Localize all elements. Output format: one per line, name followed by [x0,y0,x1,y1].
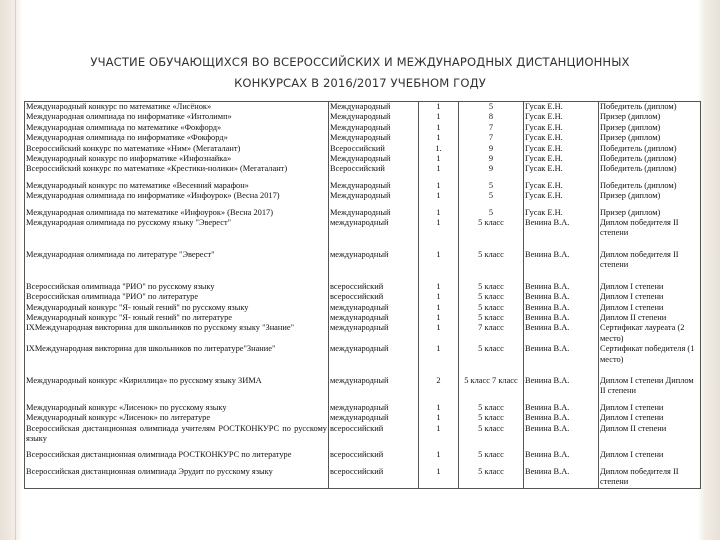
left-decorative-line [15,0,16,540]
competition-results-table [24,101,701,489]
teacher-cell: Венина В.А. [524,313,599,323]
grade-cell: 5 [459,208,524,218]
table-row [25,112,701,122]
grade-cell: 5 класс [459,344,524,376]
table-row [25,303,701,313]
grade-cell: 5 класс [459,282,524,292]
grade-cell: 9 [459,144,524,154]
result-cell: Призер (диплом) [599,191,701,207]
result-cell: Диплом победителя II степени [599,467,701,488]
participant-count-cell: 1 [419,303,459,313]
table-row [25,292,701,302]
grade-cell: 5 класс [459,467,524,488]
table-row [25,218,701,250]
participant-count-cell: 1 [419,133,459,143]
teacher-cell: Гусак Е.Н. [524,191,599,207]
teacher-cell: Гусак Е.Н. [524,181,599,191]
table-row [25,403,701,413]
result-cell: Диплом II степени [599,313,701,323]
right-decorative-border [698,0,720,540]
result-cell: Победитель (диплом) [599,144,701,154]
table-row [25,282,701,292]
table-row [25,323,701,344]
competition-level-cell: всероссийский [329,450,419,466]
result-cell: Призер (диплом) [599,112,701,122]
table-row [25,424,701,451]
competition-level-cell: международный [329,323,419,344]
teacher-cell: Гусак Е.Н. [524,144,599,154]
result-cell: Сертификат победителя (1 место) [599,344,701,376]
table-row [25,450,701,466]
competition-level-cell: Международный [329,191,419,207]
competition-level-cell: международный [329,218,419,250]
teacher-cell: Венина В.А. [524,303,599,313]
title-line-2: КОНКУРСАХ В 2016/2017 УЧЕБНОМ ГОДУ [234,76,486,90]
grade-cell: 7 класс [459,323,524,344]
participant-count-cell: 1 [419,450,459,466]
competition-level-cell: Всероссийский [329,144,419,154]
participant-count-cell: 1 [419,467,459,488]
result-cell: Победитель (диплом) [599,154,701,164]
left-decorative-border [0,0,22,540]
teacher-cell: Венина В.А. [524,292,599,302]
competition-level-cell: Международный [329,181,419,191]
participant-count-cell: 1 [419,250,459,282]
table-row [25,191,701,207]
grade-cell: 5 класс [459,313,524,323]
teacher-cell: Венина В.А. [524,450,599,466]
competition-name-cell: Всероссийский конкурс по математике «Ним» (Мегаталант) [25,144,329,154]
grade-cell: 5 класс [459,292,524,302]
participant-count-cell: 1 [419,102,459,113]
competition-level-cell: Международный [329,133,419,143]
participant-count-cell: 1 [419,323,459,344]
grade-cell: 8 [459,112,524,122]
result-cell: Диплом победителя II степени [599,218,701,250]
competition-level-cell: международный [329,303,419,313]
result-cell: Диплом I степени [599,303,701,313]
participant-count-cell: 1 [419,313,459,323]
competition-level-cell: Международный [329,102,419,113]
competition-level-cell: Международный [329,154,419,164]
grade-cell: 5 класс [459,413,524,423]
table-row [25,376,701,403]
teacher-cell: Гусак Е.Н. [524,164,599,180]
teacher-cell: Венина В.А. [524,282,599,292]
teacher-cell: Гусак Е.Н. [524,154,599,164]
competition-name-cell: Международный конкурс "Я- юный гений" по русскому языку [25,303,329,313]
teacher-cell: Венина В.А. [524,467,599,488]
grade-cell: 5 [459,181,524,191]
competition-level-cell: международный [329,313,419,323]
table-row [25,250,701,282]
participant-count-cell: 1 [419,292,459,302]
teacher-cell: Венина В.А. [524,344,599,376]
table-row [25,133,701,143]
result-cell: Диплом I степени Диплом II степени [599,376,701,403]
competition-name-cell: Международный конкурс по информатике «Инфознайка» [25,154,329,164]
result-cell: Диплом I степени [599,450,701,466]
table-row [25,181,701,191]
competition-name-cell: Всероссийская дистанционная олимпиада РОСТКОНКУРС по литературе [25,450,329,466]
participant-count-cell: 1 [419,344,459,376]
competition-name-cell: Международный конкурс «Лисенок» по русскому языку [25,403,329,413]
grade-cell: 5 класс [459,303,524,313]
participant-count-cell: 2 [419,376,459,403]
grade-cell: 5 класс 7 класс [459,376,524,403]
result-cell: Диплом II степени [599,424,701,451]
result-cell: Призер (диплом) [599,123,701,133]
result-cell: Диплом I степени [599,413,701,423]
competition-level-cell: всероссийский [329,282,419,292]
grade-cell: 5 класс [459,450,524,466]
result-cell: Сертификат лауреата (2 место) [599,323,701,344]
competition-name-cell: Международный конкурс по математике «Весенний марафон» [25,181,329,191]
participant-count-cell: 1 [419,112,459,122]
table-row [25,344,701,376]
table-row [25,313,701,323]
grade-cell: 5 класс [459,424,524,451]
participant-count-cell: 1 [419,413,459,423]
result-cell: Диплом I степени [599,292,701,302]
title-line-1: УЧАСТИЕ ОБУЧАЮЩИХСЯ ВО ВСЕРОССИЙСКИХ И МЕЖДУНАРОДНЫХ ДИСТАНЦИОННЫХ [90,55,630,69]
competition-name-cell: Международный конкурс «Кириллица» по русскому языку ЗИМА [25,376,329,403]
page-title [40,52,680,94]
table-row [25,208,701,218]
participant-count-cell: 1 [419,282,459,292]
result-cell: Победитель (диплом) [599,164,701,180]
teacher-cell: Венина В.А. [524,413,599,423]
table-row [25,144,701,154]
result-cell: Призер (диплом) [599,208,701,218]
result-cell: Призер (диплом) [599,133,701,143]
competition-level-cell: международный [329,403,419,413]
teacher-cell: Гусак Е.Н. [524,123,599,133]
competition-level-cell: Международный [329,112,419,122]
competition-name-cell: Международная олимпиада по русскому языку "Эверест" [25,218,329,250]
competition-name-cell: Международная олимпиада по информатике «Фокфорд» [25,133,329,143]
competition-name-cell: Всероссийская олимпиада "РИО" по русскому языку [25,282,329,292]
competition-level-cell: международный [329,344,419,376]
competition-level-cell: Всероссийский [329,164,419,180]
result-cell: Диплом I степени [599,403,701,413]
participant-count-cell: 1 [419,164,459,180]
teacher-cell: Венина В.А. [524,376,599,403]
competition-name-cell: Международный конкурс по математике «Лисёнок» [25,102,329,113]
table-row [25,467,701,488]
competition-name-cell: Международный конкурс "Я- юный гений" по литературе [25,313,329,323]
table-row [25,154,701,164]
competition-name-cell: Международная олимпиада по математике «Фокфорд» [25,123,329,133]
teacher-cell: Гусак Е.Н. [524,133,599,143]
teacher-cell: Венина В.А. [524,250,599,282]
table-body [25,102,701,489]
result-cell: Победитель (диплом) [599,102,701,113]
result-cell: Диплом победителя II степени [599,250,701,282]
teacher-cell: Гусак Е.Н. [524,112,599,122]
competition-name-cell: Международная олимпиада по литературе "Эверест" [25,250,329,282]
grade-cell: 9 [459,164,524,180]
competition-name-cell: Международная олимпиада по информатике «Интолимп» [25,112,329,122]
participant-count-cell: 1 [419,181,459,191]
competition-name-cell: Международная олимпиада по информатике «Инфоурок» (Весна 2017) [25,191,329,207]
teacher-cell: Венина В.А. [524,424,599,451]
competition-name-cell: Всероссийская олимпиада "РИО" по литературе [25,292,329,302]
grade-cell: 5 класс [459,218,524,250]
competition-name-cell: Всероссийская дистанционная олимпиада учителям РОСТКОНКУРС по русскому языку [25,424,329,451]
grade-cell: 5 класс [459,250,524,282]
competition-name-cell: Международная олимпиада по математике «Инфоурок» (Весна 2017) [25,208,329,218]
competition-name-cell: Всероссийский конкурс по математике «Крестики-нолики» (Мегаталант) [25,164,329,180]
participant-count-cell: 1 [419,154,459,164]
competition-level-cell: Международный [329,123,419,133]
competition-level-cell: международный [329,413,419,423]
participant-count-cell: 1 [419,424,459,451]
participant-count-cell: 1. [419,144,459,154]
competition-name-cell: Международный конкурс «Лисенок» по литературе [25,413,329,423]
competition-level-cell: Международный [329,208,419,218]
participant-count-cell: 1 [419,123,459,133]
competition-level-cell: всероссийский [329,292,419,302]
table-row [25,413,701,423]
result-cell: Победитель (диплом) [599,181,701,191]
teacher-cell: Гусак Е.Н. [524,102,599,113]
grade-cell: 7 [459,123,524,133]
grade-cell: 5 класс [459,403,524,413]
grade-cell: 9 [459,154,524,164]
competition-name-cell: IXМеждународная викторина для школьников по русскому языку "Знание" [25,323,329,344]
grade-cell: 7 [459,133,524,143]
competition-level-cell: международный [329,376,419,403]
result-cell: Диплом I степени [599,282,701,292]
grade-cell: 5 [459,191,524,207]
teacher-cell: Венина В.А. [524,218,599,250]
competition-name-cell: Всероссийская дистанционная олимпиада Эрудит по русскому языку [25,467,329,488]
teacher-cell: Венина В.А. [524,403,599,413]
competition-level-cell: всероссийский [329,424,419,451]
teacher-cell: Венина В.А. [524,323,599,344]
table-row [25,164,701,180]
competition-level-cell: всероссийский [329,467,419,488]
participant-count-cell: 1 [419,403,459,413]
participant-count-cell: 1 [419,208,459,218]
teacher-cell: Гусак Е.Н. [524,208,599,218]
grade-cell: 5 [459,102,524,113]
table-row [25,123,701,133]
participant-count-cell: 1 [419,218,459,250]
competition-level-cell: международный [329,250,419,282]
competition-name-cell: IXМеждународная викторина для школьников по литературе"Знание" [25,344,329,376]
participant-count-cell: 1 [419,191,459,207]
table-row [25,102,701,113]
